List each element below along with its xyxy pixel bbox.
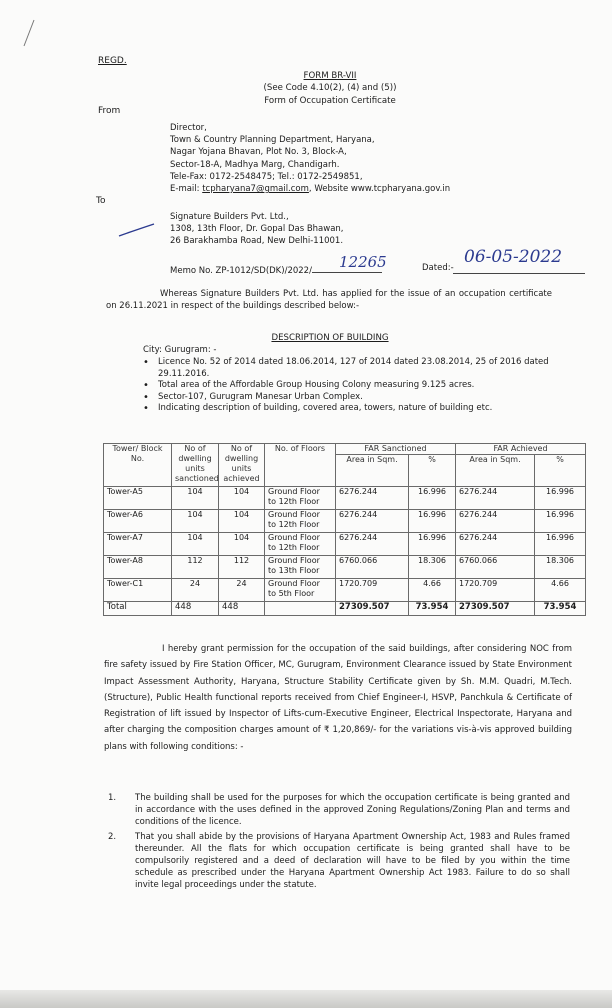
sender-address <box>170 122 450 195</box>
grant-paragraph: I hereby grant permission for the occupation of the said buildings, after considering NOC from fire safety issued by Fire Station Officer, MC, Gurugram, Environment Clearance issued by State Environment Impact Assessment Authority, Haryana, Structure Stability Certificate given by Sh. M.M. Quadri, M.Tech. (Structure), Public Health functional reports received from Chief Engineer-I, HSVP, Panchkula & Certificate of Registration of lift issued by Inspector of Lifts-cum-Executive Engineer, Electrical Inspectorate, Haryana and after charging the composition charges amount of ₹ 1,20,869/- for the variations vis-à-vis approved building plans with following conditions: - <box>104 644 572 752</box>
address-line: Signature Builders Pvt. Ltd., <box>170 212 289 222</box>
pen-mark <box>22 18 36 48</box>
to-label: To <box>96 196 106 206</box>
s-pct-cell: 16.996 <box>409 510 456 533</box>
intro-paragraph: Whereas Signature Builders Pvt. Ltd. has applied for the issue of an occupation certificate on 26.11.2021 in respect of the buildings described below:- <box>106 289 552 312</box>
pen-stroke <box>118 222 156 238</box>
list-item: • Sector-107, Gurugram Manesar Urban Complex. <box>143 392 559 404</box>
a-area-cell: 1720.709 <box>456 579 535 602</box>
list-item: • Licence No. 52 of 2014 dated 18.06.2014, 127 of 2014 dated 23.08.2014, 25 of 2016 dated 29.11.2016. <box>143 357 559 380</box>
a-area-cell: 6276.244 <box>456 510 535 533</box>
header-units-sanctioned: No of dwelling units sanctioned <box>172 444 219 487</box>
tower-cell: Tower-A8 <box>104 556 172 579</box>
handwritten-date: 06-05-2022 <box>464 247 563 267</box>
description-title: DESCRIPTION OF BUILDING <box>271 333 389 343</box>
table-row <box>104 579 586 602</box>
scan-edge <box>0 990 612 1008</box>
floors-cell <box>265 510 336 533</box>
a-area-cell: 6276.244 <box>456 533 535 556</box>
s-pct-cell: 16.996 <box>409 487 456 510</box>
dated-label: Dated:- <box>422 263 454 273</box>
address-line: Tele-Fax: 0172-2548475; Tel.: 0172-2549851, <box>170 171 363 182</box>
total-achieved: 448 <box>219 602 265 616</box>
header-units-achieved: No of dwelling units achieved <box>219 444 265 487</box>
memo-prefix: Memo No. ZP-1012/SD(DK)/2022/ <box>170 266 312 276</box>
sanctioned-cell: 112 <box>172 556 219 579</box>
s-area-cell: 6276.244 <box>336 533 409 556</box>
sanctioned-cell: 104 <box>172 487 219 510</box>
header-floors: No. of Floors <box>265 444 336 487</box>
dated-underline <box>453 273 585 274</box>
table-row <box>104 556 586 579</box>
floors-cell <box>265 579 336 602</box>
header-area: Area in Sqm. <box>336 455 409 487</box>
floors-line: to 12th Floor <box>268 543 320 552</box>
a-area-cell: 6276.244 <box>456 487 535 510</box>
description-list <box>143 357 559 415</box>
list-item: • Total area of the Affordable Group Housing Colony measuring 9.125 acres. <box>143 380 559 392</box>
from-label: From <box>98 106 121 116</box>
a-area-cell: 6760.066 <box>456 556 535 579</box>
form-name: Form of Occupation Certificate <box>264 95 396 106</box>
table-row <box>104 487 586 510</box>
total-label: Total <box>104 602 172 616</box>
total-floors <box>265 602 336 616</box>
table-row <box>104 510 586 533</box>
a-pct-cell: 16.996 <box>535 487 586 510</box>
tower-cell: Tower-C1 <box>104 579 172 602</box>
address-line: 1308, 13th Floor, Dr. Gopal Das Bhawan, <box>170 224 344 235</box>
achieved-cell: 24 <box>219 579 265 602</box>
floors-line: Ground Floor <box>268 533 320 542</box>
floors-line: Ground Floor <box>268 579 320 588</box>
s-area-cell: 1720.709 <box>336 579 409 602</box>
website-text: , Website www.tcpharyana.gov.in <box>308 184 451 195</box>
s-pct-cell: 16.996 <box>409 533 456 556</box>
floors-cell <box>265 556 336 579</box>
tower-cell: Tower-A6 <box>104 510 172 533</box>
city-line: City: Gurugram: - <box>143 345 217 355</box>
condition-text: That you shall abide by the provisions of Haryana Apartment Ownership Act, 1983 and Rules framed thereunder. All the flats for which occupation certificate is being granted shall have to be compulsorily registered and a deed of declaration will have to be filed by you within the time schedule as prescribed under the Haryana Apartment Ownership Act 1983. Failure to do so shall invite legal proceedings under the statute. <box>135 832 570 890</box>
address-line: 26 Barakhamba Road, New Delhi-11001. <box>170 236 344 247</box>
header-area: Area in Sqm. <box>456 455 535 487</box>
address-line: Nagar Yojana Bhavan, Plot No. 3, Block-A, <box>170 147 347 158</box>
floors-cell <box>265 533 336 556</box>
floors-line: to 13th Floor <box>268 566 320 575</box>
total-sanctioned: 448 <box>172 602 219 616</box>
s-area-cell: 6760.066 <box>336 556 409 579</box>
contact-line <box>170 183 450 195</box>
a-pct-cell: 4.66 <box>535 579 586 602</box>
achieved-cell: 104 <box>219 510 265 533</box>
email-label: E-mail: <box>170 184 203 195</box>
floors-line: to 12th Floor <box>268 497 320 506</box>
floors-line: Ground Floor <box>268 487 320 496</box>
a-pct-cell: 16.996 <box>535 533 586 556</box>
total-s-pct: 73.954 <box>409 602 456 616</box>
achieved-cell: 104 <box>219 487 265 510</box>
condition-item <box>108 793 570 828</box>
floors-line: Ground Floor <box>268 510 320 519</box>
form-title: FORM BR-VII <box>303 71 357 81</box>
achieved-cell: 112 <box>219 556 265 579</box>
table-row <box>104 533 586 556</box>
header-tower: Tower/ Block No. <box>104 444 172 487</box>
sanctioned-cell: 104 <box>172 533 219 556</box>
email-link[interactable]: tcpharyana7@gmail.com <box>202 184 309 195</box>
conditions-list <box>108 793 570 895</box>
condition-item <box>108 832 570 891</box>
building-table <box>103 443 586 616</box>
s-pct-cell: 18.306 <box>409 556 456 579</box>
tower-cell: Tower-A7 <box>104 533 172 556</box>
regd-label: REGD. <box>98 56 127 66</box>
floors-line: Ground Floor <box>268 556 320 565</box>
tower-cell: Tower-A5 <box>104 487 172 510</box>
s-pct-cell: 4.66 <box>409 579 456 602</box>
header-pct: % <box>409 455 456 487</box>
handwritten-memo-number: 12265 <box>339 253 387 271</box>
floors-line: to 5th Floor <box>268 589 315 598</box>
form-heading <box>230 70 430 107</box>
sanctioned-cell: 24 <box>172 579 219 602</box>
s-area-cell: 6276.244 <box>336 487 409 510</box>
form-code: (See Code 4.10(2), (4) and (5)) <box>263 83 397 94</box>
total-a-area: 27309.507 <box>456 602 535 616</box>
a-pct-cell: 16.996 <box>535 510 586 533</box>
s-area-cell: 6276.244 <box>336 510 409 533</box>
achieved-cell: 104 <box>219 533 265 556</box>
list-item: • Indicating description of building, covered area, towers, nature of building etc. <box>143 403 559 415</box>
total-row <box>104 602 586 616</box>
address-line: Sector-18-A, Madhya Marg, Chandigarh. <box>170 159 340 170</box>
header-far-sanctioned: FAR Sanctioned <box>336 444 456 455</box>
floors-line: to 12th Floor <box>268 520 320 529</box>
sanctioned-cell: 104 <box>172 510 219 533</box>
address-line: Town & Country Planning Department, Haryana, <box>170 135 375 146</box>
condition-number: 2. <box>108 832 117 843</box>
recipient-address <box>170 211 344 248</box>
condition-number: 1. <box>108 793 117 803</box>
a-pct-cell: 18.306 <box>535 556 586 579</box>
header-far-achieved: FAR Achieved <box>456 444 586 455</box>
floors-cell <box>265 487 336 510</box>
total-a-pct: 73.954 <box>535 602 586 616</box>
address-line: Director, <box>170 123 207 133</box>
condition-text: The building shall be used for the purposes for which the occupation certificate is being granted and in accordance with the uses defined in the approved Zoning Regulations/Zoning Plan and terms and conditions of the licence. <box>135 793 570 827</box>
header-pct: % <box>535 455 586 487</box>
total-s-area: 27309.507 <box>336 602 409 616</box>
